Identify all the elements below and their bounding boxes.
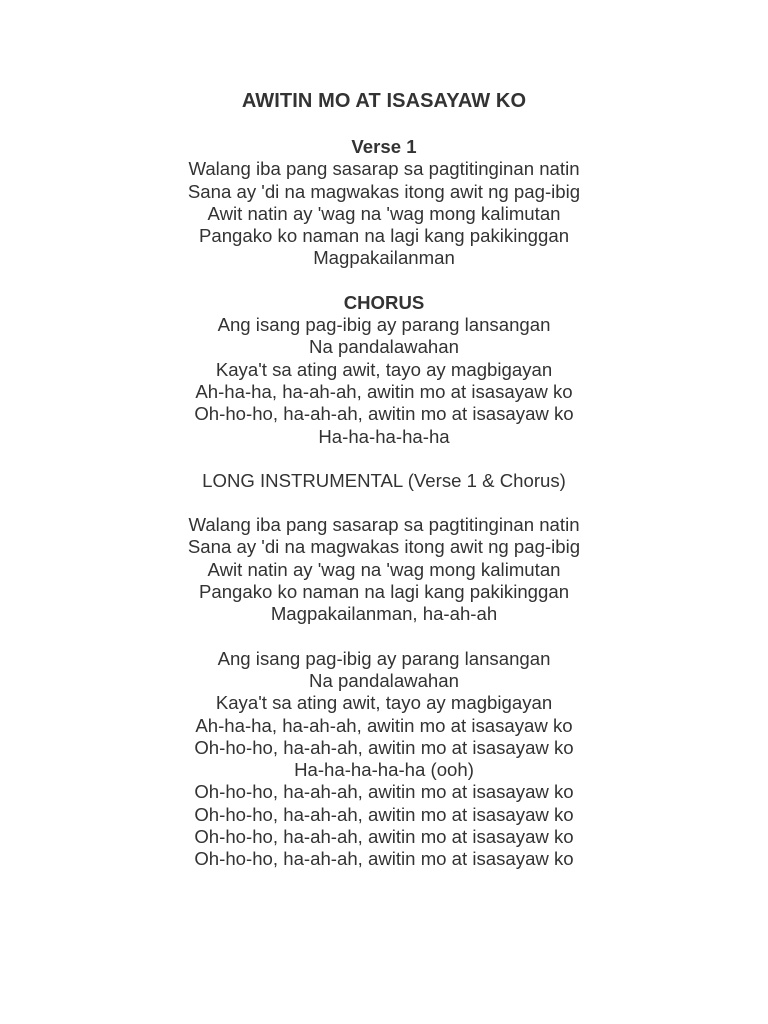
lyric-line: Walang iba pang sasarap sa pagtitinginan natin: [188, 158, 580, 180]
lyric-line: Oh-ho-ho, ha-ah-ah, awitin mo at isasayaw ko: [194, 781, 574, 803]
lyric-line: Pangako ko naman na lagi kang pakikinggan: [198, 581, 570, 603]
spacer: [0, 114, 768, 136]
lyric-line: Oh-ho-ho, ha-ah-ah, awitin mo at isasayaw ko: [194, 803, 574, 825]
lyric-line: Na pandalawahan: [309, 336, 459, 358]
lyric-line: Kaya't sa ating awit, tayo ay magbigayan: [215, 692, 553, 714]
spacer: [0, 492, 768, 514]
section-heading: CHORUS: [343, 291, 425, 313]
lyric-line: Ah-ha-ha, ha-ah-ah, awitin mo at isasayaw ko: [195, 380, 573, 402]
lyric-line: Na pandalawahan: [309, 669, 459, 691]
section-instrumental: [0, 470, 768, 492]
lyric-line: Magpakailanman, ha-ah-ah: [270, 603, 498, 625]
lyric-line: Sana ay 'di na magwakas itong awit ng pag-ibig: [187, 180, 581, 202]
lyric-line: Ah-ha-ha, ha-ah-ah, awitin mo at isasayaw ko: [195, 714, 573, 736]
section-heading: Verse 1: [351, 136, 417, 157]
instrumental-note: LONG INSTRUMENTAL (Verse 1 & Chorus): [202, 469, 566, 491]
spacer: [0, 270, 768, 292]
section-chorus-repeat: [0, 648, 768, 871]
lyric-line: Ang isang pag-ibig ay parang lansangan: [217, 647, 551, 669]
song-title: AWITIN MO AT ISASAYAW KO: [241, 90, 527, 112]
lyric-line: Oh-ho-ho, ha-ah-ah, awitin mo at isasayaw ko: [194, 403, 574, 425]
lyric-line: Magpakailanman: [313, 247, 455, 269]
section-verse-1: [0, 136, 768, 270]
lyric-line: Oh-ho-ho, ha-ah-ah, awitin mo at isasayaw ko: [194, 826, 574, 848]
lyric-line: Walang iba pang sasarap sa pagtitinginan natin: [188, 514, 580, 536]
spacer: [0, 448, 768, 470]
section-verse-repeat: [0, 514, 768, 625]
lyrics-content: [0, 88, 768, 871]
section-chorus: [0, 292, 768, 448]
lyric-line: Ha-ha-ha-ha-ha: [318, 425, 450, 447]
lyric-line: Awit natin ay 'wag na 'wag mong kalimutan: [207, 202, 561, 224]
lyric-line: Ang isang pag-ibig ay parang lansangan: [217, 314, 551, 336]
lyric-line: Awit natin ay 'wag na 'wag mong kalimutan: [207, 558, 561, 580]
spacer: [0, 626, 768, 648]
lyric-line: Kaya't sa ating awit, tayo ay magbigayan: [215, 358, 553, 380]
lyric-line: Oh-ho-ho, ha-ah-ah, awitin mo at isasayaw ko: [194, 736, 574, 758]
lyric-line: Oh-ho-ho, ha-ah-ah, awitin mo at isasayaw ko: [194, 848, 574, 870]
lyric-line: Ha-ha-ha-ha-ha (ooh): [294, 759, 474, 781]
lyric-line: Sana ay 'di na magwakas itong awit ng pag-ibig: [187, 536, 581, 558]
lyric-line: Pangako ko naman na lagi kang pakikinggan: [198, 225, 570, 247]
